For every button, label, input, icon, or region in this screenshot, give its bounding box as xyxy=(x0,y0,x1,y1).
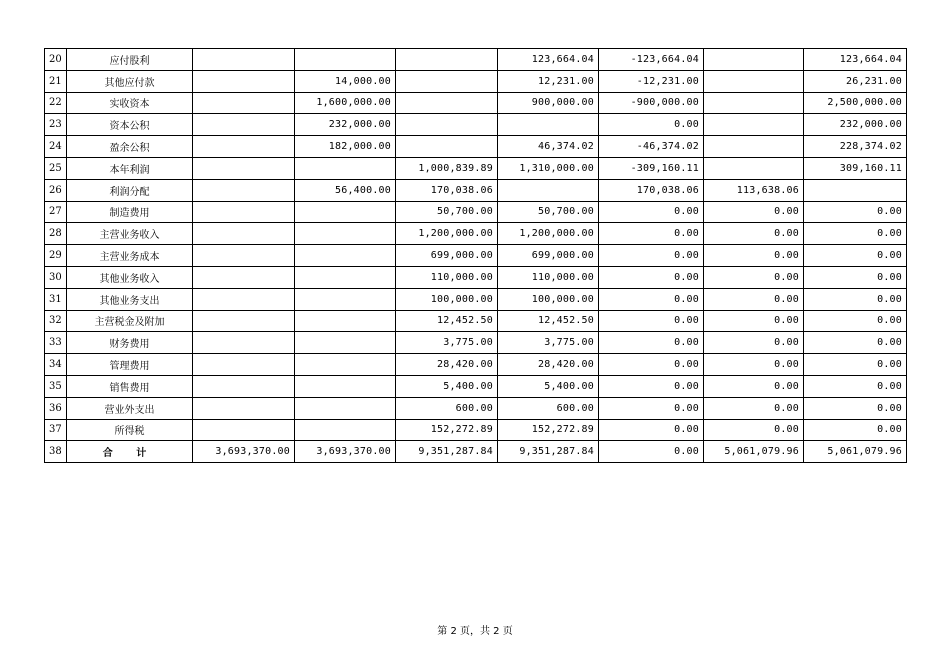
row-number: 32 xyxy=(45,310,67,332)
amount-cell-a xyxy=(193,288,295,310)
amount-cell-b: 1,600,000.00 xyxy=(295,92,396,114)
amount-cell-e: 0.00 xyxy=(599,397,704,419)
amount-cell-a xyxy=(193,354,295,376)
amount-cell-d: 110,000.00 xyxy=(498,266,599,288)
amount-cell-e: 0.00 xyxy=(599,375,704,397)
amount-cell-e: 0.00 xyxy=(599,332,704,354)
amount-cell-g: 0.00 xyxy=(804,201,907,223)
amount-cell-e: 0.00 xyxy=(599,266,704,288)
amount-cell-b xyxy=(295,245,396,267)
amount-cell-c: 1,000,839.89 xyxy=(396,157,498,179)
amount-cell-a xyxy=(193,397,295,419)
account-name: 利润分配 xyxy=(67,179,193,201)
row-number: 35 xyxy=(45,375,67,397)
amount-cell-e: -309,160.11 xyxy=(599,157,704,179)
row-number: 27 xyxy=(45,201,67,223)
amount-cell-f: 0.00 xyxy=(704,419,804,441)
amount-cell-b xyxy=(295,332,396,354)
row-number: 38 xyxy=(45,441,67,463)
row-number: 31 xyxy=(45,288,67,310)
amount-cell-f: 113,638.06 xyxy=(704,179,804,201)
amount-cell-d: 5,400.00 xyxy=(498,375,599,397)
table-row xyxy=(45,49,907,71)
row-number: 30 xyxy=(45,266,67,288)
amount-cell-c xyxy=(396,70,498,92)
amount-cell-g: 0.00 xyxy=(804,375,907,397)
amount-cell-g: 0.00 xyxy=(804,223,907,245)
amount-cell-d: 123,664.04 xyxy=(498,49,599,71)
ledger-body xyxy=(45,49,907,463)
account-name: 财务费用 xyxy=(67,332,193,354)
amount-cell-b xyxy=(295,201,396,223)
table-row xyxy=(45,397,907,419)
amount-cell-g: 0.00 xyxy=(804,354,907,376)
amount-cell-d: 50,700.00 xyxy=(498,201,599,223)
account-name: 本年利润 xyxy=(67,157,193,179)
amount-cell-e: -900,000.00 xyxy=(599,92,704,114)
amount-cell-g: 0.00 xyxy=(804,310,907,332)
amount-cell-g: 232,000.00 xyxy=(804,114,907,136)
amount-cell-c: 3,775.00 xyxy=(396,332,498,354)
amount-cell-e: 0.00 xyxy=(599,310,704,332)
amount-cell-e: 0.00 xyxy=(599,354,704,376)
amount-cell-c: 50,700.00 xyxy=(396,201,498,223)
amount-cell-a xyxy=(193,70,295,92)
amount-cell-d: 900,000.00 xyxy=(498,92,599,114)
amount-cell-b xyxy=(295,266,396,288)
table-row xyxy=(45,419,907,441)
row-number: 34 xyxy=(45,354,67,376)
amount-cell-g: 2,500,000.00 xyxy=(804,92,907,114)
table-row xyxy=(45,179,907,201)
amount-cell-g: 0.00 xyxy=(804,419,907,441)
table-row xyxy=(45,157,907,179)
amount-cell-g: 228,374.02 xyxy=(804,136,907,158)
account-name: 其他业务支出 xyxy=(67,288,193,310)
amount-cell-f xyxy=(704,92,804,114)
amount-cell-e: 0.00 xyxy=(599,441,704,463)
row-number: 28 xyxy=(45,223,67,245)
amount-cell-b xyxy=(295,310,396,332)
table-row xyxy=(45,354,907,376)
account-name: 主营税金及附加 xyxy=(67,310,193,332)
amount-cell-f: 0.00 xyxy=(704,288,804,310)
amount-cell-d xyxy=(498,179,599,201)
amount-cell-b: 182,000.00 xyxy=(295,136,396,158)
amount-cell-f: 0.00 xyxy=(704,266,804,288)
amount-cell-f: 0.00 xyxy=(704,245,804,267)
amount-cell-d: 1,200,000.00 xyxy=(498,223,599,245)
amount-cell-b xyxy=(295,288,396,310)
account-name: 盈余公积 xyxy=(67,136,193,158)
amount-cell-c: 28,420.00 xyxy=(396,354,498,376)
row-number: 26 xyxy=(45,179,67,201)
amount-cell-b: 3,693,370.00 xyxy=(295,441,396,463)
account-name: 合 计 xyxy=(67,441,193,463)
amount-cell-a: 3,693,370.00 xyxy=(193,441,295,463)
amount-cell-c: 170,038.06 xyxy=(396,179,498,201)
amount-cell-g: 0.00 xyxy=(804,397,907,419)
amount-cell-e: 0.00 xyxy=(599,223,704,245)
row-number: 33 xyxy=(45,332,67,354)
amount-cell-c: 9,351,287.84 xyxy=(396,441,498,463)
amount-cell-b xyxy=(295,223,396,245)
amount-cell-d: 152,272.89 xyxy=(498,419,599,441)
amount-cell-b xyxy=(295,49,396,71)
amount-cell-f: 0.00 xyxy=(704,397,804,419)
row-number: 23 xyxy=(45,114,67,136)
amount-cell-d: 12,452.50 xyxy=(498,310,599,332)
amount-cell-c xyxy=(396,49,498,71)
amount-cell-b: 14,000.00 xyxy=(295,70,396,92)
amount-cell-f: 0.00 xyxy=(704,201,804,223)
account-name: 主营业务收入 xyxy=(67,223,193,245)
amount-cell-g: 309,160.11 xyxy=(804,157,907,179)
amount-cell-f xyxy=(704,114,804,136)
amount-cell-a xyxy=(193,310,295,332)
amount-cell-a xyxy=(193,114,295,136)
table-row xyxy=(45,266,907,288)
table-row xyxy=(45,201,907,223)
row-number: 29 xyxy=(45,245,67,267)
amount-cell-c xyxy=(396,114,498,136)
row-number: 25 xyxy=(45,157,67,179)
amount-cell-b xyxy=(295,419,396,441)
amount-cell-g: 0.00 xyxy=(804,288,907,310)
amount-cell-a xyxy=(193,245,295,267)
amount-cell-f xyxy=(704,136,804,158)
amount-cell-e: -46,374.02 xyxy=(599,136,704,158)
amount-cell-a xyxy=(193,136,295,158)
row-number: 20 xyxy=(45,49,67,71)
table-row xyxy=(45,70,907,92)
amount-cell-a xyxy=(193,92,295,114)
account-name: 应付股利 xyxy=(67,49,193,71)
account-name: 所得税 xyxy=(67,419,193,441)
amount-cell-e: -12,231.00 xyxy=(599,70,704,92)
amount-cell-a xyxy=(193,375,295,397)
amount-cell-a xyxy=(193,49,295,71)
row-number: 21 xyxy=(45,70,67,92)
amount-cell-c: 699,000.00 xyxy=(396,245,498,267)
table-row xyxy=(45,92,907,114)
table-row xyxy=(45,288,907,310)
amount-cell-a xyxy=(193,201,295,223)
amount-cell-c: 110,000.00 xyxy=(396,266,498,288)
amount-cell-c xyxy=(396,92,498,114)
row-number: 36 xyxy=(45,397,67,419)
amount-cell-f: 0.00 xyxy=(704,223,804,245)
amount-cell-f: 0.00 xyxy=(704,375,804,397)
table-row xyxy=(45,332,907,354)
amount-cell-c: 1,200,000.00 xyxy=(396,223,498,245)
amount-cell-a xyxy=(193,266,295,288)
amount-cell-e: 170,038.06 xyxy=(599,179,704,201)
row-number: 37 xyxy=(45,419,67,441)
account-name: 制造费用 xyxy=(67,201,193,223)
account-name: 其他业务收入 xyxy=(67,266,193,288)
amount-cell-e: 0.00 xyxy=(599,288,704,310)
account-name: 其他应付款 xyxy=(67,70,193,92)
amount-cell-g: 26,231.00 xyxy=(804,70,907,92)
row-number: 22 xyxy=(45,92,67,114)
amount-cell-a xyxy=(193,157,295,179)
amount-cell-f: 0.00 xyxy=(704,310,804,332)
ledger-table xyxy=(44,48,907,463)
amount-cell-c: 100,000.00 xyxy=(396,288,498,310)
amount-cell-c: 5,400.00 xyxy=(396,375,498,397)
table-row xyxy=(45,245,907,267)
amount-cell-c xyxy=(396,136,498,158)
account-name: 管理费用 xyxy=(67,354,193,376)
amount-cell-d: 1,310,000.00 xyxy=(498,157,599,179)
amount-cell-b: 56,400.00 xyxy=(295,179,396,201)
account-name: 实收资本 xyxy=(67,92,193,114)
amount-cell-e: 0.00 xyxy=(599,201,704,223)
amount-cell-c: 600.00 xyxy=(396,397,498,419)
amount-cell-d: 600.00 xyxy=(498,397,599,419)
amount-cell-a xyxy=(193,223,295,245)
amount-cell-b xyxy=(295,354,396,376)
amount-cell-d xyxy=(498,114,599,136)
amount-cell-a xyxy=(193,419,295,441)
amount-cell-d: 12,231.00 xyxy=(498,70,599,92)
amount-cell-g: 0.00 xyxy=(804,245,907,267)
table-row xyxy=(45,114,907,136)
amount-cell-f xyxy=(704,49,804,71)
amount-cell-b: 232,000.00 xyxy=(295,114,396,136)
amount-cell-e: 0.00 xyxy=(599,245,704,267)
table-row xyxy=(45,310,907,332)
amount-cell-b xyxy=(295,397,396,419)
amount-cell-g xyxy=(804,179,907,201)
amount-cell-d: 28,420.00 xyxy=(498,354,599,376)
amount-cell-g: 0.00 xyxy=(804,266,907,288)
table-row xyxy=(45,223,907,245)
account-name: 主营业务成本 xyxy=(67,245,193,267)
amount-cell-f: 0.00 xyxy=(704,354,804,376)
amount-cell-f xyxy=(704,157,804,179)
row-number: 24 xyxy=(45,136,67,158)
amount-cell-c: 152,272.89 xyxy=(396,419,498,441)
amount-cell-d: 9,351,287.84 xyxy=(498,441,599,463)
amount-cell-f: 0.00 xyxy=(704,332,804,354)
table-row xyxy=(45,375,907,397)
account-name: 资本公积 xyxy=(67,114,193,136)
total-row xyxy=(45,441,907,463)
amount-cell-d: 100,000.00 xyxy=(498,288,599,310)
amount-cell-b xyxy=(295,375,396,397)
amount-cell-e: 0.00 xyxy=(599,114,704,136)
amount-cell-a xyxy=(193,179,295,201)
amount-cell-a xyxy=(193,332,295,354)
amount-cell-d: 699,000.00 xyxy=(498,245,599,267)
amount-cell-f xyxy=(704,70,804,92)
amount-cell-e: 0.00 xyxy=(599,419,704,441)
account-name: 营业外支出 xyxy=(67,397,193,419)
amount-cell-g: 5,061,079.96 xyxy=(804,441,907,463)
amount-cell-e: -123,664.04 xyxy=(599,49,704,71)
amount-cell-b xyxy=(295,157,396,179)
amount-cell-g: 123,664.04 xyxy=(804,49,907,71)
amount-cell-f: 5,061,079.96 xyxy=(704,441,804,463)
account-name: 销售费用 xyxy=(67,375,193,397)
table-row xyxy=(45,136,907,158)
amount-cell-g: 0.00 xyxy=(804,332,907,354)
amount-cell-c: 12,452.50 xyxy=(396,310,498,332)
amount-cell-d: 46,374.02 xyxy=(498,136,599,158)
page-number: 第 2 页，共 2 页 xyxy=(437,626,513,637)
amount-cell-d: 3,775.00 xyxy=(498,332,599,354)
